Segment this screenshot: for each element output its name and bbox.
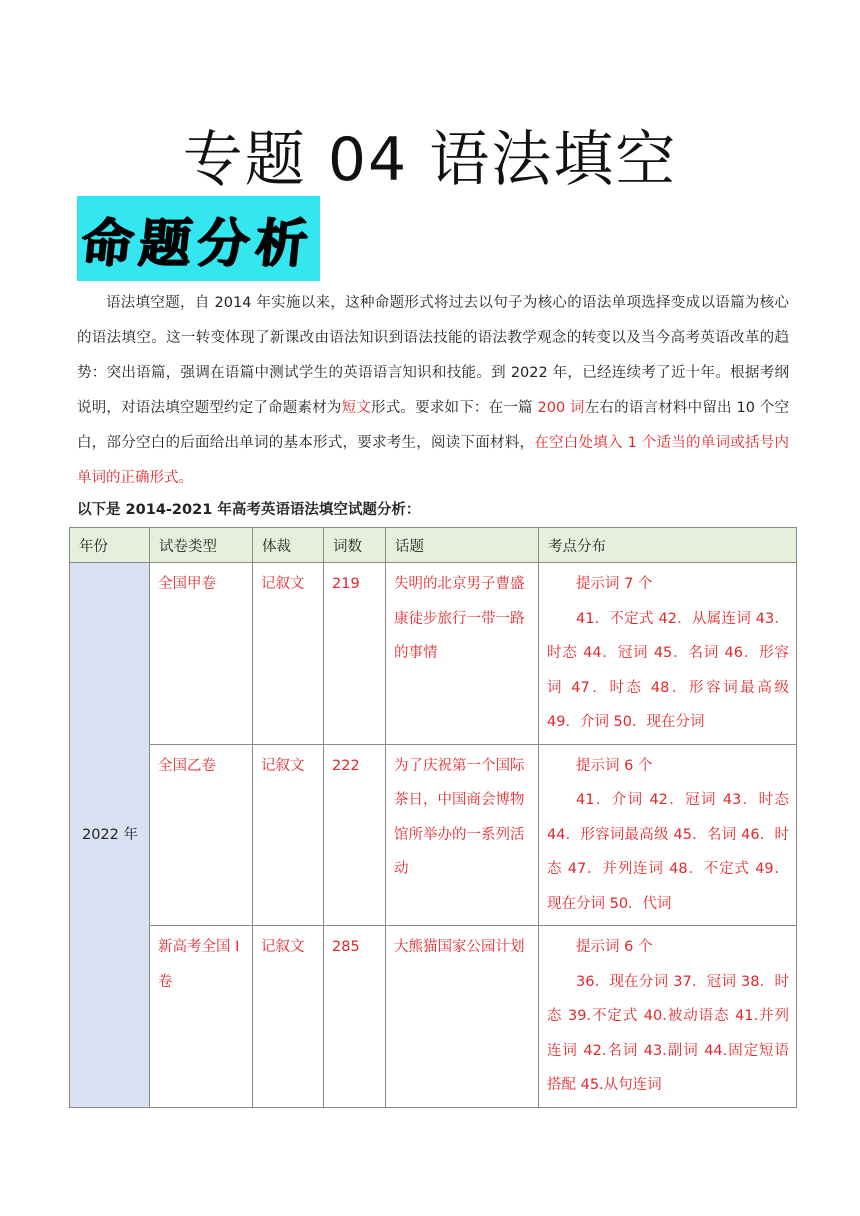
header-paper-type: 试卷类型 [150, 528, 253, 563]
table-header-row [70, 528, 797, 563]
intro-text-2: 形式。要求如下：在一篇 [371, 400, 538, 416]
topic-cell: 大熊猫国家公园计划 [386, 926, 539, 1108]
table-caption: 以下是 2014-2021 年高考英语语法填空试题分析： [77, 502, 421, 518]
table-row [70, 744, 797, 926]
page-title: 专题 04 语法填空 [182, 125, 678, 195]
topic-cell: 失明的北京男子曹盛康徒步旅行一带一路的事情 [386, 563, 539, 745]
intro-highlight-requirement: 在空白处填入 1 个适当的单词或括号内单词的正确形式。 [77, 435, 789, 486]
genre-cell: 记叙文 [253, 563, 324, 745]
intro-paragraph [77, 286, 789, 496]
intro-text-1: 语法填空题，自 2014 年实施以来，这种命题形式将过去以句子为核心的语法单项选择变成以语篇为核心的语法填空。这一转变体现了新课改由语法知识到语法技能的语法教学观念的转变以及当今高考英语改革的趋势：突出语篇，强调在语篇中测试学生的英语语言知识和技能。到 2022 年，已经连续考了近十年。根据考纲说明，对语法填空题型约定了命题素材为 [77, 295, 789, 416]
intro-highlight-word-count: 200 词 [537, 400, 585, 416]
points-hint: 提示词 6 个 [576, 939, 653, 955]
points-cell [539, 926, 797, 1108]
points-cell [539, 744, 797, 926]
points-hint: 提示词 7 个 [576, 576, 653, 592]
year-cell: 2022 年 [70, 563, 150, 1108]
paper-cell: 全国甲卷 [150, 563, 253, 745]
table-row [70, 563, 797, 745]
points-hint: 提示词 6 个 [576, 757, 653, 774]
words-cell: 222 [324, 744, 386, 926]
section-banner [77, 196, 320, 281]
header-word-count: 词数 [324, 528, 386, 563]
points-detail: 41．介词 42．冠词 43．时态 44．形容词最高级 45．名词 46．时态 47．并列连词 48．不定式 49．现在分词 50．代词 [547, 792, 789, 912]
header-topic: 话题 [386, 528, 539, 563]
words-cell: 285 [324, 926, 386, 1108]
table-row [70, 926, 797, 1108]
paper-cell: 全国乙卷 [150, 744, 253, 926]
topic-cell: 为了庆祝第一个国际茶日，中国商会博物馆所举办的一系列活动 [386, 744, 539, 926]
paper-cell: 新高考全国 I 卷 [150, 926, 253, 1108]
words-cell: 219 [324, 563, 386, 745]
points-cell [539, 563, 797, 745]
points-detail: 41．不定式 42．从属连词 43．时态 44．冠词 45．名词 46．形容词 47．时态 48．形容词最高级 49．介词 50．现在分词 [547, 610, 789, 730]
header-genre: 体裁 [253, 528, 324, 563]
intro-highlight-short-text: 短文 [341, 400, 372, 416]
genre-cell: 记叙文 [253, 926, 324, 1108]
section-banner-label: 命题分析 [78, 213, 318, 274]
genre-cell: 记叙文 [253, 744, 324, 926]
intro-text-3: 左右的语言材料中留出 10 个空白，部分空白的后面给出单词的基本形式，要求考生，阅读下面材料， [77, 400, 789, 451]
analysis-table [69, 527, 797, 1108]
header-year: 年份 [70, 528, 150, 563]
points-detail: 36．现在分词 37．冠词 38．时态 39.不定式 40.被动语态 41.并列连词 42.名词 43.副词 44.固定短语搭配 45.从句连词 [547, 973, 789, 1093]
header-test-points: 考点分布 [539, 528, 797, 563]
